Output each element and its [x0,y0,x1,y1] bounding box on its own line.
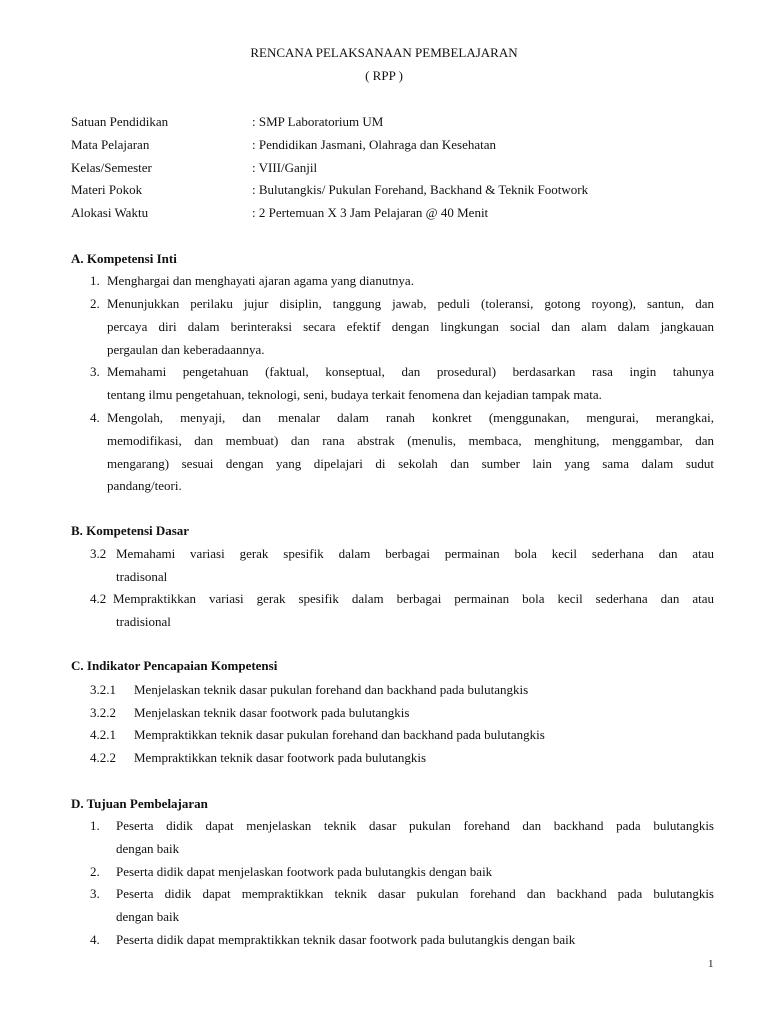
list-number: 3.2.2 [90,705,116,720]
list-item-text: Menjelaskan teknik dasar pukulan forehand dan backhand pada bulutangkis [134,682,529,697]
list-item-text: Peserta didik dapat mempraktikkan teknik dasar footwork pada bulutangkis dengan baik [116,932,576,947]
list-item-text: Mempraktikkan variasi gerak spesifik dalam berbagai permainan bola kecil sederhana dan atau [113,591,714,606]
list-item-text: pandang/teori. [107,478,182,493]
list-number: 2. [90,864,100,879]
list-number: 4. [90,410,100,425]
list-number: 4.2.1 [90,727,116,742]
list-item-text: Menunjukkan perilaku jujur disiplin, tanggung jawab, peduli (toleransi, gotong royong), santun, dan [107,296,714,311]
list-item-text: dengan baik [116,909,180,924]
list-number: 3. [90,364,100,379]
list-item-text: percaya diri dalam berinteraksi secara efektif dengan lingkungan social dan alam dalam jangkauan [107,319,714,334]
document-title: RENCANA PELAKSANAAN PEMBELAJARAN [250,45,518,60]
page-number: 1 [708,958,714,970]
list-item-text: Menghargai dan menghayati ajaran agama yang dianutnya. [107,273,414,288]
list-item-text: dengan baik [116,841,180,856]
list-item-text: mengarang) sesuai dengan yang dipelajari di sekolah dan sumber lain yang sama dalam sudut [107,456,714,471]
list-number: 1. [90,273,100,288]
list-number: 3. [90,886,100,901]
identity-label: Alokasi Waktu [71,205,149,220]
list-number: 3.2.1 [90,682,116,697]
list-item-text: tradisonal [116,569,168,584]
identity-value: : Pendidikan Jasmani, Olahraga dan Kesehatan [252,137,497,152]
list-item-text: Memahami pengetahuan (faktual, konseptual, dan prosedural) berdasarkan rasa ingin tahunya [107,364,714,379]
identity-label: Mata Pelajaran [71,137,150,152]
list-item-text: tradisional [116,614,171,629]
identity-value: : 2 Pertemuan X 3 Jam Pelajaran @ 40 Menit [252,205,489,220]
section-heading-kompetensi-inti: A. Kompetensi Inti [71,251,177,266]
list-number: 1. [90,818,100,833]
identity-value: : Bulutangkis/ Pukulan Forehand, Backhand & Teknik Footwork [252,182,589,197]
identity-value: : VIII/Ganjil [252,160,318,175]
list-item-text: Memahami variasi gerak spesifik dalam berbagai permainan bola kecil sederhana dan atau [116,546,714,561]
section-heading-indikator: C. Indikator Pencapaian Kompetensi [71,658,278,673]
list-item-text: Mempraktikkan teknik dasar pukulan forehand dan backhand pada bulutangkis [134,727,545,742]
list-item-text: Mempraktikkan teknik dasar footwork pada bulutangkis [134,750,427,765]
list-item-text: Peserta didik dapat mempraktikkan teknik dasar pukulan forehand dan backhand pada bulutangkis [116,886,714,901]
list-number: 4.2.2 [90,750,116,765]
list-item-text: pergaulan dan keberadaannya. [107,342,265,357]
list-number: 4. [90,932,100,947]
list-item-text: Peserta didik dapat menjelaskan teknik dasar pukulan forehand dan backhand pada bulutangkis [116,818,714,833]
identity-value: : SMP Laboratorium UM [252,114,384,129]
list-number: 2. [90,296,100,311]
identity-label: Satuan Pendidikan [71,114,169,129]
list-item-text: Peserta didik dapat menjelaskan footwork pada bulutangkis dengan baik [116,864,493,879]
list-item-text: memodifikasi, dan membuat) dan rana abstrak (menulis, membaca, menghitung, menggambar, dan [107,433,714,448]
section-heading-kompetensi-dasar: B. Kompetensi Dasar [71,523,190,538]
identity-label: Kelas/Semester [71,160,152,175]
list-number: 4.2 [90,591,107,606]
identity-label: Materi Pokok [71,182,143,197]
section-heading-tujuan: D. Tujuan Pembelajaran [71,796,208,811]
document-subtitle: ( RPP ) [365,68,403,83]
list-item-text: tentang ilmu pengetahuan, teknologi, seni, budaya terkait fenomena dan kejadian tampak mata. [107,387,602,402]
list-item-text: Menjelaskan teknik dasar footwork pada bulutangkis [134,705,410,720]
list-item-text: Mengolah, menyaji, dan menalar dalam ranah konkret (menggunakan, mengurai, merangkai, [107,410,714,425]
list-number: 3.2 [90,546,107,561]
